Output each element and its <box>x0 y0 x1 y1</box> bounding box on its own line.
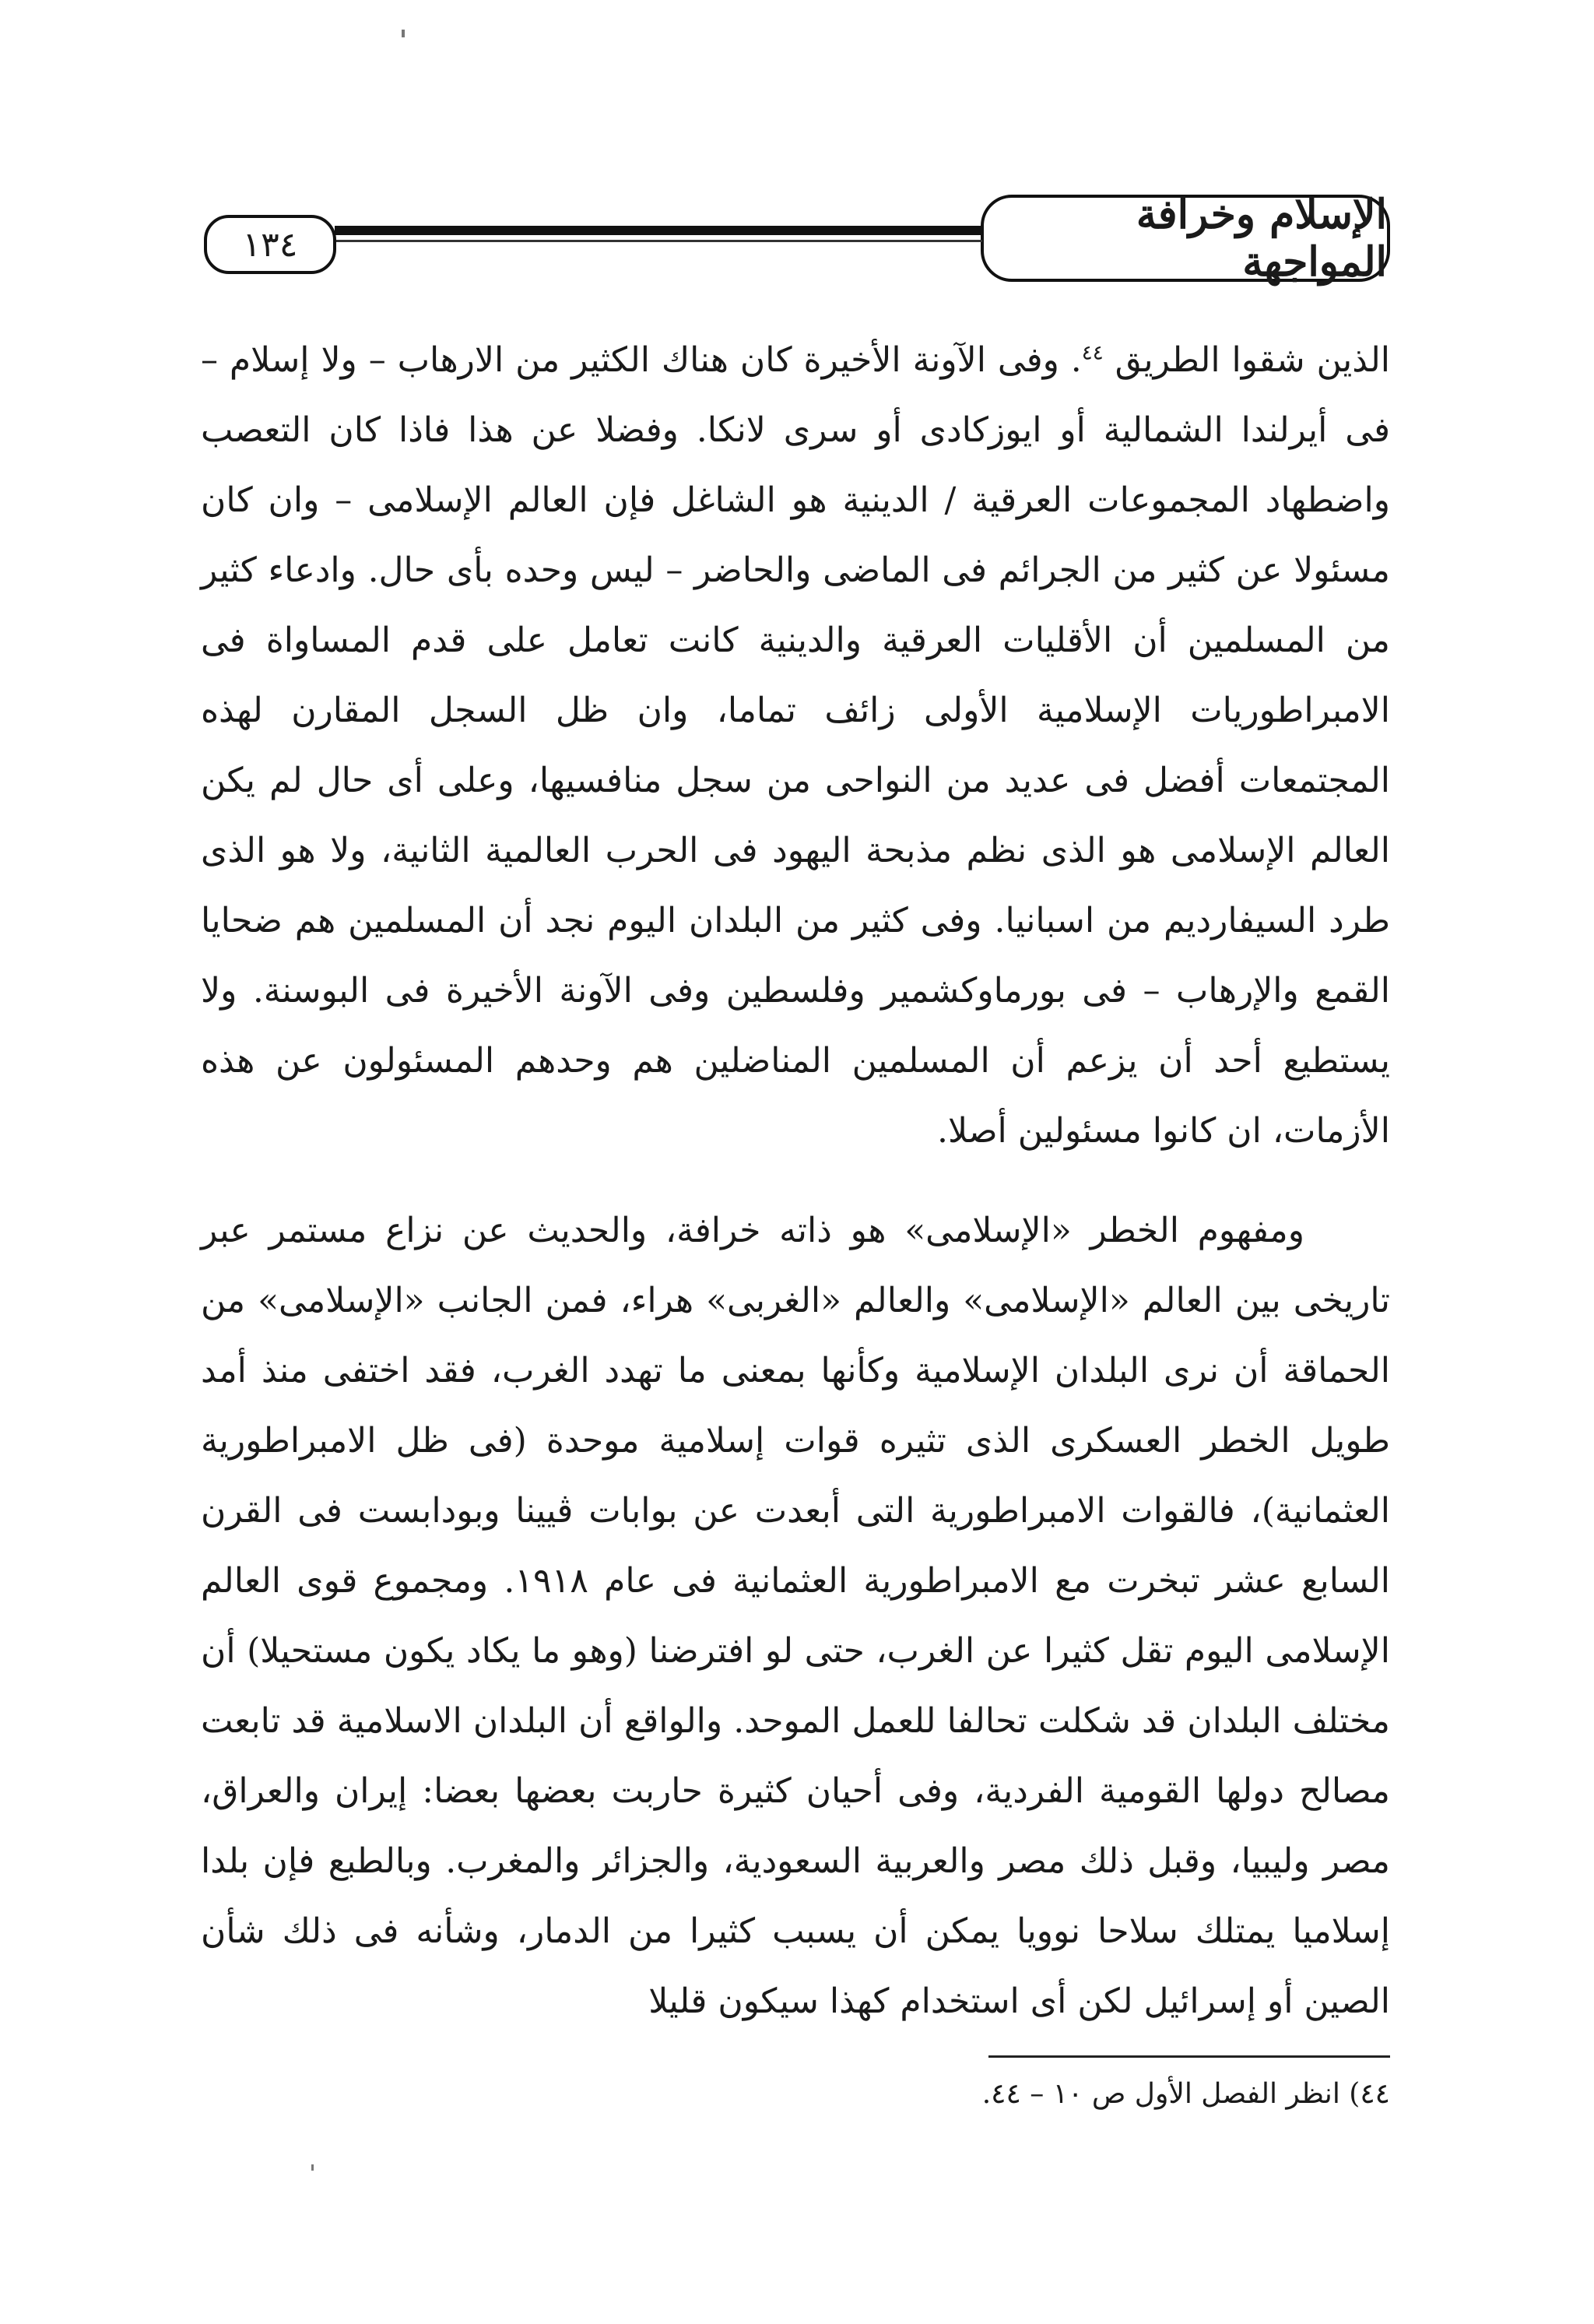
page-number-box <box>204 215 336 274</box>
header-rule-thick <box>335 226 982 235</box>
paragraph-1-rest: . وفى الآونة الأخيرة كان هناك الكثير من الارهاب – ولا إسلام – فى أيرلندا الشمالية أو ايوزكادى أو سرى لانكا. وفضلا عن هذا فاذا كان التعصب واضطهاد المجموعات العرقية / الدينية هو الشاغل فإن العالم الإسلامى – وان كان مسئولا عن كثير من الجرائم فى الماضى والحاضر – ليس وحده بأى حال. وادعاء كثير من المسلمين أن الأقليات العرقية والدينية كانت تعامل على قدم المساواة فى الامبراطوريات الإسلامية الأولى زائف تماما، وان ظل السجل المقارن لهذه المجتمعات أفضل فى عديد من النواحى من سجل منافسيها، وعلى أى حال لم يكن العالم الإسلامى هو الذى نظم مذبحة اليهود فى الحرب العالمية الثانية، ولا هو الذى طرد السيفارديم من اسبانيا. وفى كثير من البلدان اليوم نجد أن المسلمين هم ضحايا القمع والإرهاب – فى بورماوكشمير وفلسطين وفى الآونة الأخيرة فى البوسنة. ولا يستطيع أحد أن يزعم أن المسلمين المناضلين هم وحدهم المسئولون عن هذه الأزمات، ان كانوا مسئولين أصلا. <box>201 340 1390 1151</box>
chapter-title: الإسلام وخرافة المواجهة <box>1136 191 1387 286</box>
paragraph-1-start: الذين شقوا الطريق <box>1115 340 1390 380</box>
paragraph-2: ومفهوم الخطر «الإسلامى» هو ذاته خرافة، والحديث عن نزاع مستمر عبر تاريخى بين العالم «الإسلامى» والعالم «الغربى» هراء، فمن الجانب «الإسلامى» من الحماقة أن نرى البلدان الإسلامية وكأنها بمعنى ما تهدد الغرب، فقد اختفى منذ أمد طويل الخطر العسكرى الذى تثيره قوات إسلامية موحدة (فى ظل الامبراطورية العثمانية)، فالقوات الامبراطورية التى أبعدت عن بوابات ڤيينا وبودابست فى القرن السابع عشر تبخرت مع الامبراطورية العثمانية فى عام ١٩١٨. ومجموع قوى العالم الإسلامى اليوم تقل كثيرا عن الغرب، حتى لو افترضنا (وهو ما يكاد يكون مستحيلا) أن مختلف البلدان قد شكلت تحالفا للعمل الموحد. والواقع أن البلدان الاسلامية قد تابعت مصالح دولها القومية الفردية، وفى أحيان كثيرة حاربت بعضها بعضا: إيران والعراق، مصر وليبيا، وقبل ذلك مصر والعربية السعودية، والجزائر والمغرب. وبالطبع فإن بلدا إسلاميا يمتلك سلاحا نوويا يمكن أن يسبب كثيرا من الدمار، وشأنه فى ذلك شأن الصين أو إسرائيل لكن أى استخدام كهذا سيكون قليلا <box>201 1211 1390 2021</box>
paragraph-1 <box>201 325 1390 1166</box>
header-rule-thin <box>335 240 982 242</box>
scan-speck <box>311 2164 314 2171</box>
running-header <box>204 191 1390 286</box>
scan-speck <box>402 30 405 37</box>
body-text <box>201 325 1390 2037</box>
page-number: ١٣٤ <box>242 224 298 265</box>
footnote-rule <box>988 2055 1390 2058</box>
chapter-title-box <box>981 191 1390 286</box>
footnote: ٤٤) انظر الفصل الأول ص ١٠ – ٤٤. <box>981 2078 1390 2110</box>
footnote-reference: ٤٤ <box>1081 341 1104 365</box>
